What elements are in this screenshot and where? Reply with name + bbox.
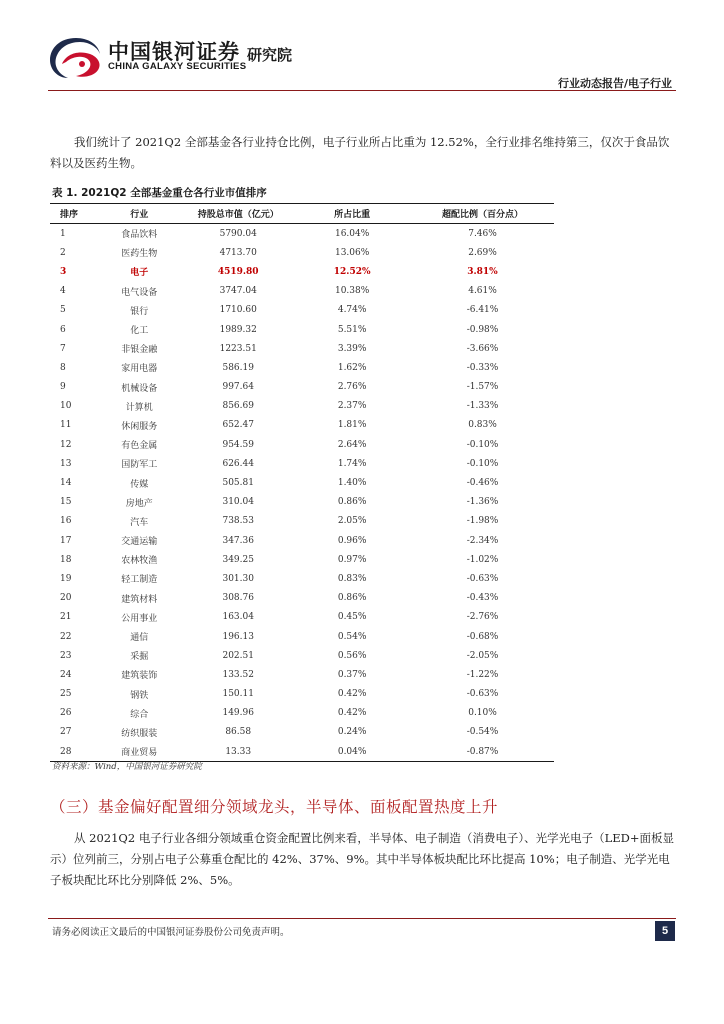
cell-rank: 28 bbox=[50, 742, 95, 762]
col-header-overweight: 超配比例（百分点） bbox=[411, 204, 554, 224]
cell-industry: 电气设备 bbox=[121, 287, 158, 298]
cell-industry: 建筑装饰 bbox=[121, 671, 158, 682]
cell-value: 997.64 bbox=[222, 382, 254, 393]
cell-rank: 7 bbox=[60, 343, 66, 354]
table-row bbox=[50, 723, 554, 742]
cell-pct: 16.04% bbox=[334, 228, 370, 239]
section-heading: （三）基金偏好配置细分领域龙头，半导体、面板配置热度上升 bbox=[50, 798, 499, 816]
cell-overweight: -0.63% bbox=[466, 573, 499, 584]
cell-overweight: -0.43% bbox=[466, 593, 499, 604]
cell-pct: 0.24% bbox=[337, 727, 367, 738]
cell-value: 4519.80 bbox=[217, 266, 259, 277]
cell-industry: 电子 bbox=[130, 268, 149, 279]
table-row bbox=[50, 742, 554, 762]
cell-overweight: -2.05% bbox=[466, 650, 499, 661]
table-row bbox=[50, 473, 554, 492]
table-row bbox=[50, 339, 554, 358]
cell-rank: 6 bbox=[60, 324, 66, 335]
cell-rank: 2 bbox=[60, 247, 66, 258]
cell-pct: 0.45% bbox=[337, 612, 367, 623]
cell-industry: 公用事业 bbox=[121, 613, 158, 624]
cell-overweight: -0.98% bbox=[466, 324, 499, 335]
cell-rank: 19 bbox=[60, 573, 72, 584]
cell-overweight: 3.81% bbox=[467, 266, 498, 277]
cell-pct: 10.38% bbox=[334, 286, 370, 297]
section-paragraph: 从 2021Q2 电子行业各细分领域重仓资金配置比例来看，半导体、电子制造（消费电子）、光学光电子（LED+面板显示）位列前三，分别占电子公募重仓配比的 42%、37%、9%。其中半导体板块配比环比提高 10%；电子制造、光学光电子板块配比环比分别降低 2%、5%。 bbox=[50, 831, 674, 887]
cell-overweight: -0.46% bbox=[466, 478, 499, 489]
cell-overweight: -1.36% bbox=[466, 497, 499, 508]
table-row bbox=[50, 550, 554, 569]
table-row bbox=[50, 685, 554, 704]
cell-overweight: -6.41% bbox=[466, 305, 499, 316]
col-header-pct: 所占比重 bbox=[293, 204, 411, 224]
cell-overweight: -1.22% bbox=[466, 669, 499, 680]
brand-name-en: CHINA GALAXY SECURITIES bbox=[108, 61, 247, 72]
table-row bbox=[50, 224, 554, 244]
cell-pct: 2.76% bbox=[337, 382, 367, 393]
table-row bbox=[50, 627, 554, 646]
cell-overweight: -0.87% bbox=[411, 742, 554, 762]
cell-industry: 银行 bbox=[130, 306, 149, 317]
cell-value: 133.52 bbox=[222, 669, 254, 680]
cell-overweight: 4.61% bbox=[468, 286, 497, 297]
cell-value: 5790.04 bbox=[219, 228, 257, 239]
cell-pct: 2.37% bbox=[337, 401, 367, 412]
cell-value: 505.81 bbox=[222, 478, 254, 489]
cell-rank: 3 bbox=[60, 266, 67, 277]
cell-rank: 4 bbox=[60, 286, 66, 297]
cell-rank: 22 bbox=[60, 631, 72, 642]
cell-rank: 15 bbox=[60, 497, 72, 508]
cell-overweight: -1.98% bbox=[466, 516, 499, 527]
brand-name-cn: 中国银河证券 bbox=[108, 40, 240, 64]
cell-pct: 13.06% bbox=[334, 247, 370, 258]
cell-rank: 13 bbox=[60, 458, 72, 469]
cell-pct: 1.40% bbox=[337, 478, 367, 489]
cell-value: 202.51 bbox=[222, 650, 254, 661]
cell-pct: 2.64% bbox=[337, 439, 367, 450]
table-row bbox=[50, 531, 554, 550]
cell-value: 347.36 bbox=[222, 535, 254, 546]
galaxy-logo-icon bbox=[46, 34, 106, 82]
cell-pct: 0.96% bbox=[337, 535, 367, 546]
cell-overweight: 0.10% bbox=[468, 708, 497, 719]
cell-overweight: -2.76% bbox=[466, 612, 499, 623]
cell-industry: 非银金融 bbox=[121, 345, 158, 356]
cell-overweight: -1.57% bbox=[466, 382, 499, 393]
cell-industry: 有色金属 bbox=[121, 441, 158, 452]
cell-industry: 汽车 bbox=[130, 517, 149, 528]
table-title: 表 1. 2021Q2 全部基金重仓各行业市值排序 bbox=[52, 187, 267, 199]
cell-pct: 3.39% bbox=[337, 343, 367, 354]
table-row bbox=[50, 435, 554, 454]
cell-rank: 27 bbox=[60, 727, 72, 738]
table-row bbox=[50, 454, 554, 473]
table-row bbox=[50, 493, 554, 512]
table-row bbox=[50, 397, 554, 416]
cell-rank: 11 bbox=[60, 420, 72, 431]
cell-pct: 0.42% bbox=[337, 689, 367, 700]
table-row bbox=[50, 358, 554, 377]
cell-overweight: 2.69% bbox=[468, 247, 497, 258]
table-row bbox=[50, 589, 554, 608]
cell-pct: 0.83% bbox=[337, 573, 367, 584]
cell-value: 4713.70 bbox=[219, 247, 257, 258]
table-row bbox=[50, 416, 554, 435]
cell-rank: 14 bbox=[60, 478, 72, 489]
cell-pct: 0.86% bbox=[337, 593, 367, 604]
cell-industry: 钢铁 bbox=[130, 690, 149, 701]
cell-industry: 休闲服务 bbox=[121, 421, 158, 432]
cell-rank: 17 bbox=[60, 535, 72, 546]
cell-rank: 20 bbox=[60, 593, 72, 604]
cell-value: 13.33 bbox=[183, 742, 293, 762]
cell-industry: 采掘 bbox=[130, 652, 149, 663]
cell-rank: 9 bbox=[60, 382, 66, 393]
cell-overweight: -0.10% bbox=[466, 458, 499, 469]
cell-value: 150.11 bbox=[222, 689, 254, 700]
cell-pct: 0.86% bbox=[337, 497, 367, 508]
cell-overweight: 7.46% bbox=[468, 228, 497, 239]
cell-pct: 0.56% bbox=[337, 650, 367, 661]
cell-pct: 0.42% bbox=[337, 708, 367, 719]
cell-industry: 国防军工 bbox=[121, 460, 158, 471]
col-header-rank: 排序 bbox=[50, 204, 95, 224]
cell-value: 349.25 bbox=[222, 554, 254, 565]
cell-industry: 纺织服装 bbox=[121, 728, 158, 739]
cell-value: 310.04 bbox=[222, 497, 254, 508]
cell-industry: 综合 bbox=[130, 709, 149, 720]
cell-rank: 18 bbox=[60, 554, 72, 565]
cell-rank: 21 bbox=[60, 612, 72, 623]
table-row bbox=[50, 608, 554, 627]
cell-value: 149.96 bbox=[222, 708, 254, 719]
cell-rank: 16 bbox=[60, 516, 72, 527]
cell-value: 586.19 bbox=[222, 362, 254, 373]
table-row bbox=[50, 665, 554, 684]
table-row bbox=[50, 262, 554, 281]
cell-rank: 8 bbox=[60, 362, 66, 373]
cell-industry: 医药生物 bbox=[121, 249, 158, 260]
cell-industry: 机械设备 bbox=[121, 383, 158, 394]
cell-industry: 轻工制造 bbox=[121, 575, 158, 586]
cell-overweight: -2.34% bbox=[466, 535, 499, 546]
cell-industry: 农林牧渔 bbox=[121, 556, 158, 567]
cell-pct: 0.54% bbox=[337, 631, 367, 642]
cell-rank: 25 bbox=[60, 689, 72, 700]
table-row bbox=[50, 243, 554, 262]
cell-pct: 0.97% bbox=[337, 554, 367, 565]
cell-overweight: 0.83% bbox=[468, 420, 497, 431]
cell-rank: 5 bbox=[60, 305, 66, 316]
report-type: 行业动态报告/电子行业 bbox=[557, 77, 672, 90]
cell-value: 626.44 bbox=[222, 458, 254, 469]
table-header-row bbox=[50, 204, 554, 224]
cell-value: 301.30 bbox=[222, 573, 254, 584]
table-row bbox=[50, 320, 554, 339]
cell-pct: 1.62% bbox=[337, 362, 367, 373]
cell-overweight: -0.33% bbox=[466, 362, 499, 373]
table-row bbox=[50, 512, 554, 531]
header-divider bbox=[48, 90, 676, 91]
intro-paragraph: 我们统计了 2021Q2 全部基金各行业持仓比例，电子行业所占比重为 12.52%，全行业排名维持第三，仅次于食品饮料以及医药生物。 bbox=[50, 135, 670, 170]
cell-industry: 建筑材料 bbox=[121, 594, 158, 605]
table-row bbox=[50, 646, 554, 665]
table-source: 资料来源：Wind，中国银河证券研究院 bbox=[52, 762, 202, 772]
cell-pct: 12.52% bbox=[333, 266, 371, 277]
cell-industry: 食品饮料 bbox=[121, 230, 158, 241]
cell-industry: 化工 bbox=[130, 326, 149, 337]
cell-industry: 房地产 bbox=[125, 498, 153, 509]
cell-overweight: -0.68% bbox=[466, 631, 499, 642]
cell-pct: 1.81% bbox=[337, 420, 367, 431]
cell-value: 1710.60 bbox=[219, 305, 257, 316]
cell-rank: 12 bbox=[60, 439, 72, 450]
cell-value: 1989.32 bbox=[219, 324, 257, 335]
cell-rank: 23 bbox=[60, 650, 72, 661]
table-row bbox=[50, 378, 554, 397]
cell-pct: 0.04% bbox=[293, 742, 411, 762]
table-row bbox=[50, 282, 554, 301]
cell-pct: 5.51% bbox=[337, 324, 367, 335]
cell-overweight: -0.54% bbox=[466, 727, 499, 738]
cell-overweight: -0.63% bbox=[466, 689, 499, 700]
footer-disclaimer: 请务必阅读正文最后的中国银河证券股份公司免责声明。 bbox=[52, 927, 290, 938]
cell-industry: 商业贸易 bbox=[95, 742, 183, 762]
cell-value: 738.53 bbox=[222, 516, 254, 527]
footer-divider bbox=[48, 918, 676, 919]
table-row bbox=[50, 704, 554, 723]
cell-value: 86.58 bbox=[225, 727, 252, 738]
col-header-value: 持股总市值（亿元） bbox=[183, 204, 293, 224]
cell-pct: 2.05% bbox=[337, 516, 367, 527]
cell-pct: 1.74% bbox=[337, 458, 367, 469]
cell-industry: 通信 bbox=[130, 633, 149, 644]
cell-industry: 计算机 bbox=[125, 402, 153, 413]
cell-value: 308.76 bbox=[222, 593, 254, 604]
cell-industry: 交通运输 bbox=[121, 537, 158, 548]
cell-rank: 10 bbox=[60, 401, 72, 412]
table-row bbox=[50, 569, 554, 588]
table-body bbox=[50, 224, 554, 762]
cell-industry: 家用电器 bbox=[121, 364, 158, 375]
cell-overweight: -1.02% bbox=[466, 554, 499, 565]
col-header-industry: 行业 bbox=[95, 204, 183, 224]
cell-industry: 传媒 bbox=[130, 479, 149, 490]
cell-overweight: -3.66% bbox=[466, 343, 499, 354]
cell-overweight: -1.33% bbox=[466, 401, 499, 412]
cell-rank: 1 bbox=[60, 228, 66, 239]
cell-value: 856.69 bbox=[222, 401, 254, 412]
cell-rank: 24 bbox=[60, 669, 72, 680]
cell-rank: 26 bbox=[60, 708, 72, 719]
cell-value: 652.47 bbox=[222, 420, 254, 431]
cell-value: 1223.51 bbox=[219, 343, 257, 354]
cell-value: 196.13 bbox=[222, 631, 254, 642]
institute-label: 研究院 bbox=[247, 46, 293, 64]
industry-holdings-table bbox=[50, 203, 554, 762]
cell-pct: 0.37% bbox=[337, 669, 367, 680]
cell-value: 954.59 bbox=[222, 439, 254, 450]
table-row bbox=[50, 301, 554, 320]
cell-value: 3747.04 bbox=[219, 286, 257, 297]
cell-value: 163.04 bbox=[222, 612, 254, 623]
cell-pct: 4.74% bbox=[337, 305, 367, 316]
page-number: 5 bbox=[655, 921, 675, 941]
cell-overweight: -0.10% bbox=[466, 439, 499, 450]
